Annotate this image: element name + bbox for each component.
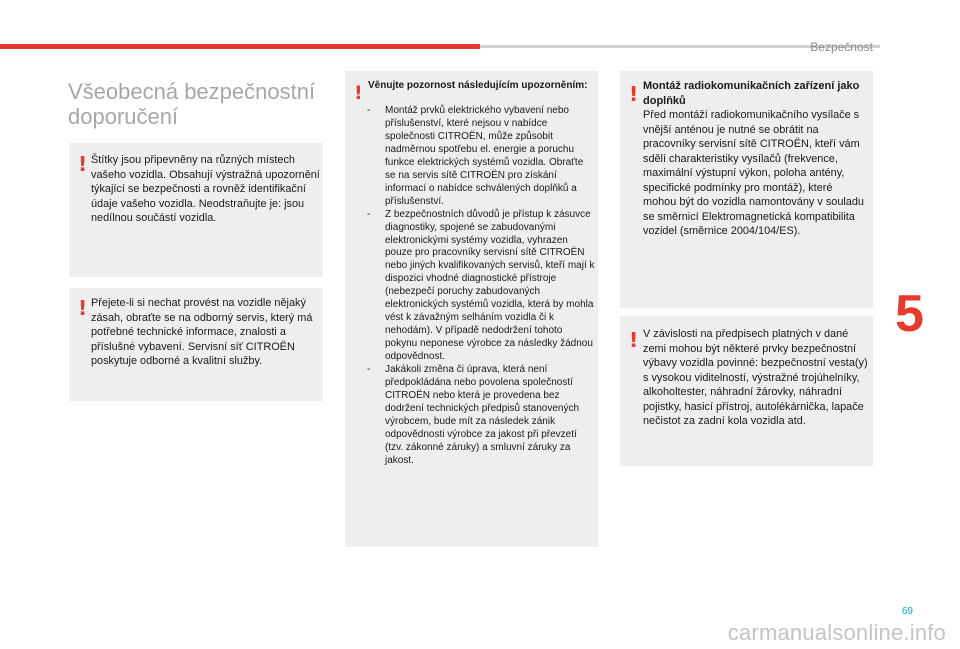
warning-box-service xyxy=(69,288,323,401)
watermark: carmanualsonline.info xyxy=(727,620,946,645)
list-item: - Jakákoli změna či úprava, která není předpokládána nebo povolena společností CITROËN nebo která je provedena bez dodržení technických předpisů stanovených výrobcem, bude mít za následek zánik odpovědnosti výrobce za jakost při převzetí (tzv. zákonné záruky) a smluvní záruky za jakost. xyxy=(367,364,595,468)
warning-box-labels xyxy=(69,143,323,277)
exclamation-mark-icon: ! xyxy=(78,296,88,320)
warning-box-equipment xyxy=(620,316,873,466)
page-number: 69 xyxy=(901,606,913,617)
warning-text: Štítky jsou připevněny na různých místech vašeho vozidla. Obsahují výstražná upozornění týkající se bezpečnosti a rovněž identifikační údaje vašeho vozidla. Neodstraňujte je: jsou nedílnou součástí vozidla. xyxy=(91,154,320,224)
exclamation-mark-icon: ! xyxy=(354,82,363,104)
warning-heading: Montáž radiokomunikačních zařízení jako doplňků xyxy=(643,80,860,107)
exclamation-mark-icon: ! xyxy=(629,328,639,352)
list-item: - Montáž prvků elektrického vybavení nebo příslušenství, které nejsou v nabídce společnosti CITROËN, může způsobit nadměrnou spotřebu el. energie a poruchu funkce elektrických systémů vozidla. Obraťte se na servis sítě CITROËN pro získání informací o nabídce schválených doplňků a příslušenství. xyxy=(367,105,595,209)
warning-text: V závislosti na předpisech platných v dané zemi mohou být některé prvky bezpečnostní výbavy vozidla povinné: bezpečnostní vesta(y) s vysokou viditelností, výstražné trojúhelníky, alkoholtester, náhradní žárovky, náhradní pojistky, hasicí přístroj, autolékárnička, lapače nečistot za zadní kola vozidla atd. xyxy=(643,328,868,427)
warning-text: Před montáží radiokomunikačního vysílače s vnější anténou je nutné se obrátit na pracovníky servisní sítě CITROËN, kteří vám sdělí charakteristiky vysílačů (frekvence, maximální výstupní výkon, poloha antény, specifické podmínky pro montáž), které mohou být do vozidla namontovány v souladu se směrnicí Elektromagnetická kompatibilita vozidel (směrnice 2004/104/ES). xyxy=(643,109,864,237)
warning-box-attention xyxy=(345,71,598,547)
page-title: Všeobecná bezpečnostní doporučení xyxy=(68,78,316,129)
warning-heading: Věnujte pozornost následujícím upozorněním: xyxy=(368,80,588,91)
exclamation-mark-icon: ! xyxy=(78,152,88,176)
warning-list xyxy=(367,105,595,468)
warning-box-radio xyxy=(620,71,873,308)
warning-text: Přejete-li si nechat provést na vozidle nějaký zásah, obraťte se na odborný servis, který má potřebné technické informace, znalosti a příslušné vybavení. Servisní síť CITROËN poskytuje odborné a kvalitní služby. xyxy=(91,297,313,368)
exclamation-mark-icon: ! xyxy=(629,82,639,106)
list-item: - Z bezpečnostních důvodů je přístup k zásuvce diagnostiky, spojené se zabudovanými elektronickými systémy vozidla, vyhrazen pouze pro pracovníky servisní sítě CITROËN nebo jiných kvalifikovaných servisů, kteří mají k dispozici vhodné diagnostické přístroje (nebezpečí poruchy zabudovaných elektronických systémů vozidla, která by mohla vést k závažným selháním vozidla či k nehodám). V případě nedodržení tohoto pokynu neponese výrobce za následky žádnou odpovědnost. xyxy=(367,209,595,364)
section-label: Bezpečnost xyxy=(810,40,873,54)
chapter-number: 5 xyxy=(895,285,924,343)
header-accent-bar xyxy=(0,44,480,49)
